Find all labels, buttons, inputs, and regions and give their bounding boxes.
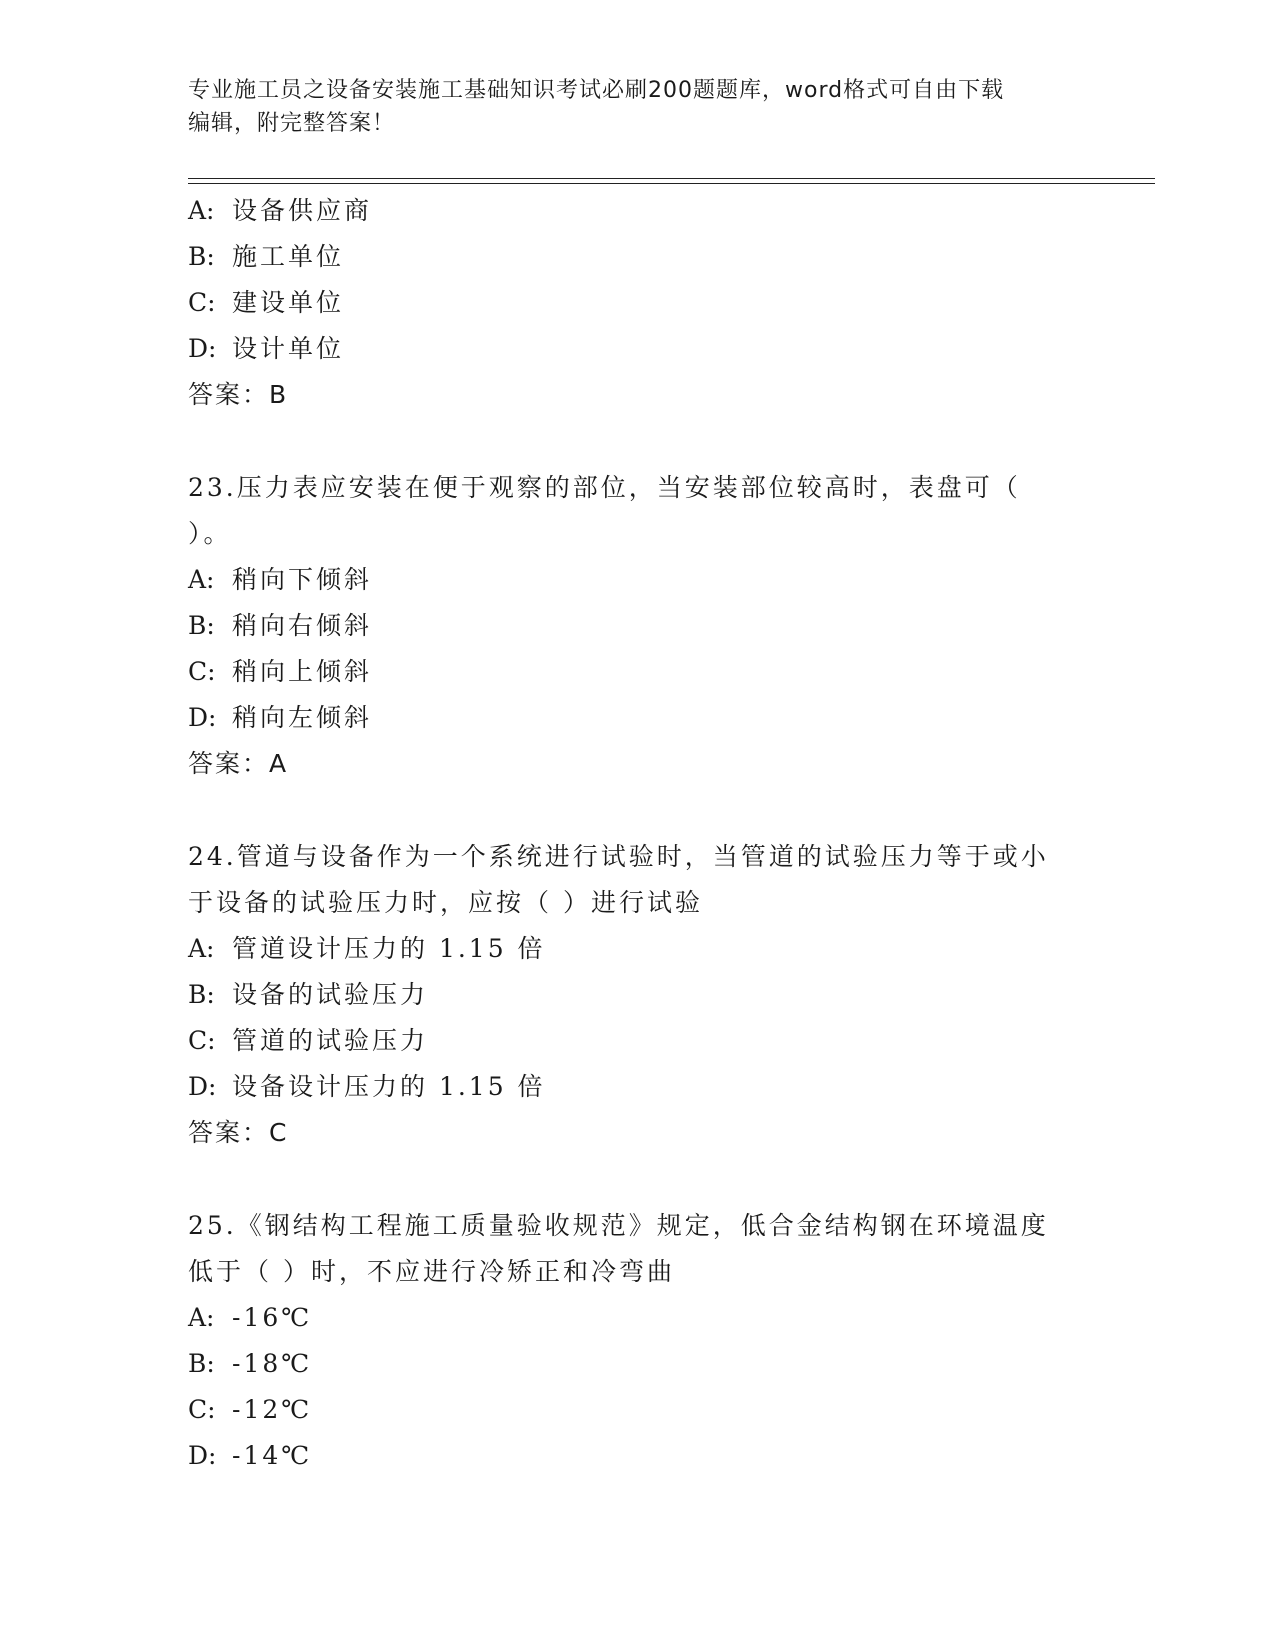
option-d [188,1433,1088,1479]
option-c [188,1387,1088,1433]
question-23 [188,465,1088,787]
option-d [188,1064,1088,1110]
option-letter: B: [188,1349,215,1378]
option-a [188,926,1088,972]
option-text: -12℃ [232,1395,313,1424]
spacer [188,787,1088,834]
option-b [188,603,1088,649]
question-24 [188,834,1088,1156]
question-22 [188,188,1088,418]
option-letter: A: [188,565,215,594]
option-b [188,972,1088,1018]
option-letter: C: [188,1026,216,1055]
question-text-line-1: 24.管道与设备作为一个系统进行试验时，当管道的试验压力等于或小 [188,842,1049,871]
option-d [188,326,1088,372]
option-letter: D: [188,334,217,363]
spacer [188,418,1088,465]
header-title-line-2: 编辑，附完整答案！ [188,111,396,136]
option-text: 设备设计压力的 1.15 倍 [232,1072,546,1101]
option-text: 管道的试验压力 [232,1026,429,1055]
option-letter: D: [188,1441,217,1470]
question-25 [188,1203,1088,1479]
option-text: 管道设计压力的 1.15 倍 [232,934,546,963]
header-divider-top [188,178,1155,179]
question-text-line-2: 低于（ ）时，不应进行冷矫正和冷弯曲 [188,1257,675,1286]
option-text: 稍向左倾斜 [232,703,373,732]
option-c [188,280,1088,326]
option-letter: C: [188,1395,216,1424]
spacer [188,1156,1088,1203]
option-c [188,649,1088,695]
header-divider-bottom [188,183,1155,184]
option-text: 设计单位 [232,334,345,363]
question-text-line-1: 23.压力表应安装在便于观察的部位，当安装部位较高时，表盘可（ [188,473,1021,502]
option-letter: A: [188,196,215,225]
option-text: 设备供应商 [232,196,373,225]
option-text: 建设单位 [232,288,345,317]
option-b [188,234,1088,280]
option-c [188,1018,1088,1064]
option-letter: A: [188,934,215,963]
question-text-line-2: ）。 [188,519,232,548]
option-letter: B: [188,611,215,640]
option-text: 稍向下倾斜 [232,565,373,594]
option-a [188,557,1088,603]
header-title-line-1: 专业施工员之设备安装施工基础知识考试必刷200题题库，word格式可自由下载 [188,78,1005,103]
option-letter: D: [188,703,217,732]
option-letter: D: [188,1072,217,1101]
answer-line: 答案：A [188,749,289,778]
option-a [188,188,1088,234]
question-list [188,188,1088,1479]
question-text-line-2: 于设备的试验压力时，应按（ ）进行试验 [188,888,703,917]
option-text: 稍向右倾斜 [232,611,373,640]
option-text: -18℃ [232,1349,313,1378]
answer-line: 答案：C [188,1118,289,1147]
option-letter: C: [188,657,216,686]
document-header [188,74,1088,140]
option-text: 施工单位 [232,242,345,271]
option-text: 稍向上倾斜 [232,657,373,686]
option-d [188,695,1088,741]
question-text-line-1: 25.《钢结构工程施工质量验收规范》规定，低合金结构钢在环境温度 [188,1211,1049,1240]
option-letter: B: [188,980,215,1009]
option-text: -14℃ [232,1441,313,1470]
option-b [188,1341,1088,1387]
option-a [188,1295,1088,1341]
answer-line: 答案：B [188,380,289,409]
option-text: -16℃ [232,1303,313,1332]
option-letter: C: [188,288,216,317]
option-letter: A: [188,1303,215,1332]
option-letter: B: [188,242,215,271]
option-text: 设备的试验压力 [232,980,429,1009]
